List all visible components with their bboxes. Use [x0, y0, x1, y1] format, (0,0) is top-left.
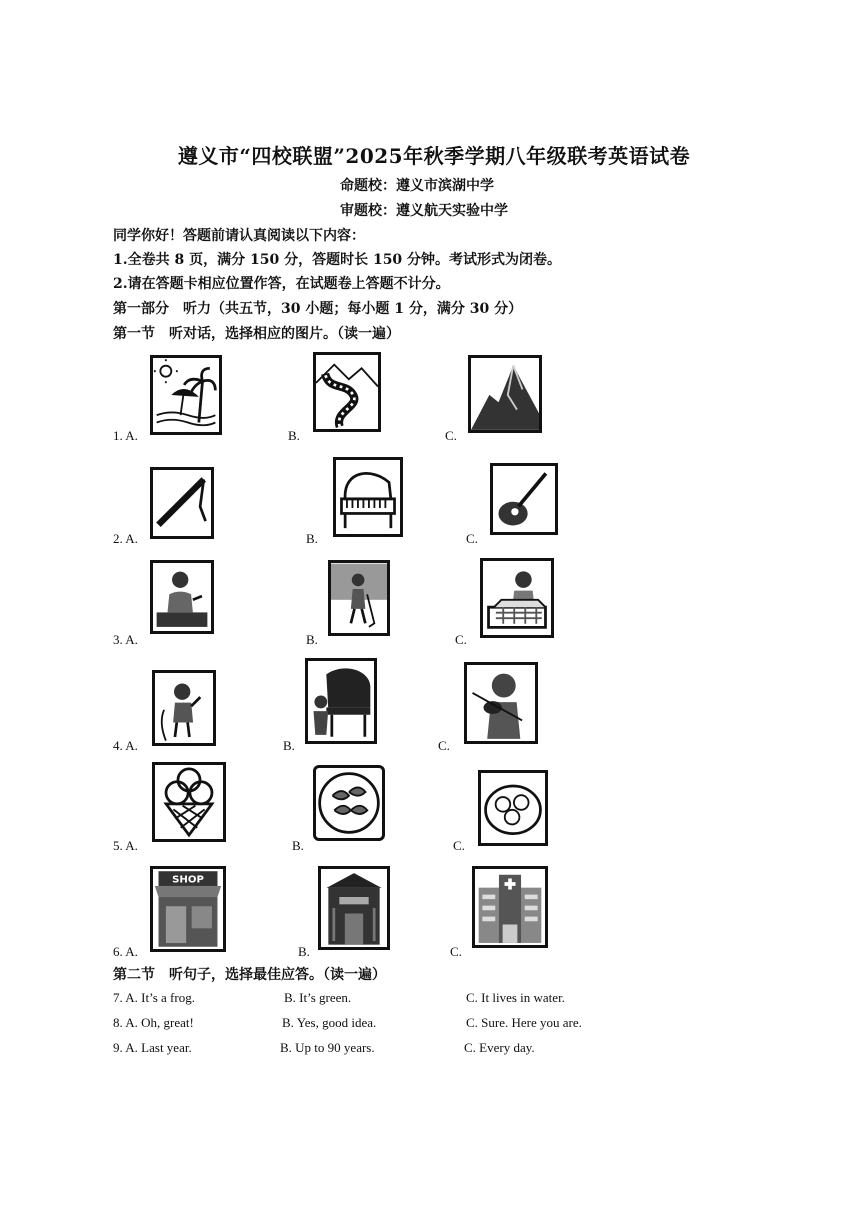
- setter-school: 命题校：遵义市滨湖中学: [340, 178, 494, 194]
- playing-piano-icon: [305, 658, 377, 744]
- q4-label: 4. A.: [113, 738, 138, 753]
- q5-label: 5. A.: [113, 838, 138, 853]
- q1-b-label: B.: [288, 428, 300, 443]
- shop-sign-text: SHOP: [172, 874, 204, 886]
- reviewer-school: 审题校：遵义航天实验中学: [340, 203, 508, 219]
- singing-icon: [152, 670, 216, 746]
- q8-option-a: 8. A. Oh, great!: [113, 1015, 194, 1030]
- q9-option-a: 9. A. Last year.: [113, 1040, 192, 1055]
- library-icon: [318, 866, 390, 950]
- steamed-buns-icon: [478, 770, 548, 846]
- flute-icon: [150, 467, 214, 539]
- hospital-icon: [472, 866, 548, 948]
- making-bed-icon: [480, 558, 554, 638]
- part-1-heading: 第一部分 听力（共五节，30 小题；每小题 1 分，满分 30 分）: [113, 301, 523, 317]
- q6-label: 6. A.: [113, 944, 138, 959]
- great-wall-icon: [313, 352, 381, 432]
- q5-b-label: B.: [292, 838, 304, 853]
- q7-option-a: 7. A. It’s a frog.: [113, 990, 195, 1005]
- q2-c-label: C.: [466, 531, 478, 546]
- intro-text: 同学你好！答题前请认真阅读以下内容：: [113, 228, 365, 244]
- q4-c-label: C.: [438, 738, 450, 753]
- q7-option-b: B. It’s green.: [284, 990, 352, 1005]
- section-1-heading: 第一节 听对话，选择相应的图片。（读一遍）: [113, 326, 400, 342]
- q5-c-label: C.: [453, 838, 465, 853]
- q9-option-c: C. Every day.: [464, 1040, 535, 1055]
- playing-violin-icon: [464, 662, 538, 744]
- q2-label: 2. A.: [113, 531, 138, 546]
- q6-b-label: B.: [298, 944, 310, 959]
- washing-dishes-icon: [150, 560, 214, 634]
- q6-c-label: C.: [450, 944, 462, 959]
- q8-option-b: B. Yes, good idea.: [282, 1015, 377, 1030]
- q7-option-c: C. It lives in water.: [466, 990, 565, 1005]
- q4-b-label: B.: [283, 738, 295, 753]
- shop-icon: [150, 866, 226, 952]
- q1-c-label: C.: [445, 428, 457, 443]
- beach-icon: [150, 355, 222, 435]
- section-2-heading: 第二节 听句子，选择最佳应答。（读一遍）: [113, 967, 386, 983]
- q3-c-label: C.: [455, 632, 467, 647]
- rule-2: 2.请在答题卡相应位置作答，在试题卷上答题不计分。: [113, 276, 450, 292]
- q9-option-b: B. Up to 90 years.: [280, 1040, 375, 1055]
- q3-label: 3. A.: [113, 632, 138, 647]
- q3-b-label: B.: [306, 632, 318, 647]
- ice-cream-icon: [152, 762, 226, 842]
- guitar-icon: [490, 463, 558, 535]
- sweeping-floor-icon: [328, 560, 390, 636]
- dumplings-icon: [313, 765, 385, 841]
- q1-label: 1. A.: [113, 428, 138, 443]
- q2-b-label: B.: [306, 531, 318, 546]
- mountain-icon: [468, 355, 542, 433]
- exam-title: 遵义市“四校联盟”2025年秋季学期八年级联考英语试卷: [177, 144, 691, 168]
- rule-1: 1.全卷共 8 页，满分 150 分，答题时长 150 分钟。考试形式为闭卷。: [113, 252, 562, 268]
- q8-option-c: C. Sure. Here you are.: [466, 1015, 582, 1030]
- piano-icon: [333, 457, 403, 537]
